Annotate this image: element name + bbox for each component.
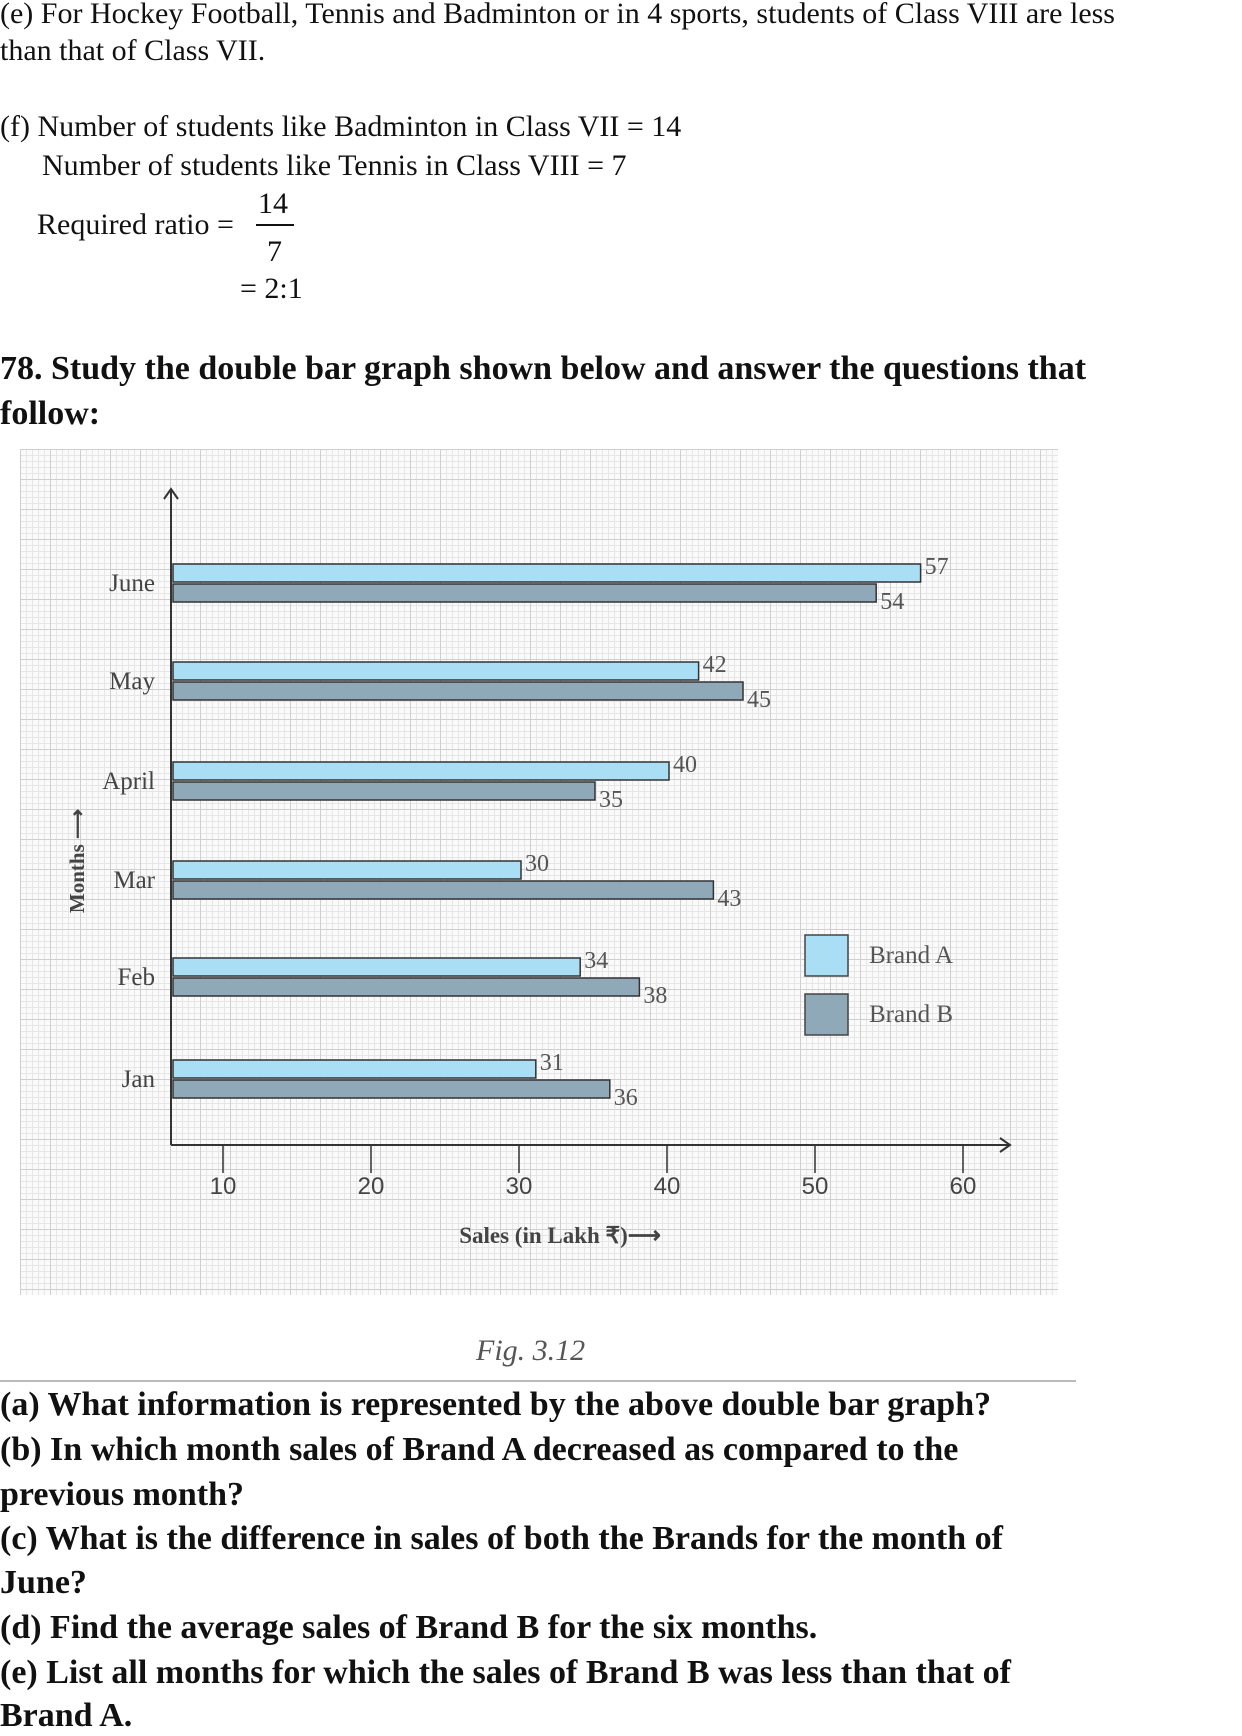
fraction-bar <box>256 224 294 226</box>
chart-svg <box>20 449 1058 1295</box>
bar-brand-b <box>173 584 876 602</box>
divider <box>0 1380 1076 1382</box>
x-axis-label: Sales (in Lakh ₹)⟶ <box>459 1223 661 1248</box>
prev-answer-f-line2: Number of students like Tennis in Class VIII = 7 <box>42 149 627 182</box>
prev-answer-f-line1: (f) Number of students like Badminton in Class VII = 14 <box>0 110 682 143</box>
data-label: 40 <box>673 752 697 778</box>
question-line: June? <box>0 1564 87 1601</box>
data-label: 31 <box>539 1050 564 1076</box>
data-label: 43 <box>717 886 742 912</box>
question-line: (c) What is the difference in sales of both the Brands for the month of <box>0 1520 1003 1557</box>
question-heading-line2: follow: <box>0 395 101 432</box>
prev-answer-e-line2: than that of Class VII. <box>0 34 266 67</box>
x-tick-label: 20 <box>357 1173 385 1200</box>
x-tick-label: 10 <box>209 1173 237 1200</box>
data-label: 36 <box>613 1085 638 1111</box>
bar-brand-a <box>173 564 921 582</box>
month-label: Jan <box>121 1066 155 1093</box>
legend-swatch <box>805 994 848 1035</box>
legend-label: Brand A <box>869 942 954 969</box>
bar-brand-b <box>173 1080 610 1098</box>
question-line: (b) In which month sales of Brand A decreased as compared to the <box>0 1431 959 1468</box>
month-label: Mar <box>113 867 155 894</box>
bar-brand-a <box>173 762 669 780</box>
ratio-label: Required ratio = <box>37 208 234 241</box>
prev-answer-e-line1: (e) For Hockey Football, Tennis and Badminton or in 4 sports, students of Class VIII are less <box>0 0 1115 30</box>
bar-brand-a <box>173 1060 536 1078</box>
data-label: 57 <box>924 554 949 580</box>
bar-brand-b <box>173 682 743 700</box>
month-label: June <box>109 570 155 597</box>
month-label: May <box>109 668 155 695</box>
bar-brand-b <box>173 881 713 899</box>
question-line: Brand A. <box>0 1697 133 1734</box>
question-line: (e) List all months for which the sales of Brand B was less than that of <box>0 1654 1011 1691</box>
x-tick-label: 40 <box>653 1173 681 1200</box>
data-label: 34 <box>584 948 609 974</box>
bar-brand-a <box>173 861 521 879</box>
bar-brand-a <box>173 662 699 680</box>
legend-swatch <box>805 935 848 976</box>
month-label: Feb <box>117 964 155 991</box>
ratio-result: = 2:1 <box>240 272 303 305</box>
x-tick-label: 50 <box>801 1173 829 1200</box>
legend-label: Brand B <box>869 1001 954 1028</box>
data-label: 35 <box>599 787 623 813</box>
data-label: 38 <box>643 983 668 1009</box>
question-line: previous month? <box>0 1476 245 1513</box>
bar-brand-b <box>173 978 639 996</box>
question-line: (a) What information is represented by the above double bar graph? <box>0 1386 992 1423</box>
data-label: 54 <box>880 589 905 615</box>
data-label: 45 <box>747 687 771 713</box>
y-axis-label: Months ⟶ <box>65 808 89 914</box>
bar-chart <box>20 449 1058 1295</box>
x-tick-label: 60 <box>949 1173 977 1200</box>
bar-brand-a <box>173 958 580 976</box>
question-line: (d) Find the average sales of Brand B for the six months. <box>0 1609 818 1646</box>
month-label: April <box>102 768 155 795</box>
data-label: 42 <box>702 652 727 678</box>
x-tick-label: 30 <box>505 1173 533 1200</box>
ratio-numerator: 14 <box>258 187 288 220</box>
question-heading-line1: 78. Study the double bar graph shown below and answer the questions that <box>0 350 1087 387</box>
figure-caption: Fig. 3.12 <box>476 1334 586 1367</box>
ratio-denominator: 7 <box>267 235 282 268</box>
data-label: 30 <box>525 851 549 877</box>
bar-brand-b <box>173 782 595 800</box>
